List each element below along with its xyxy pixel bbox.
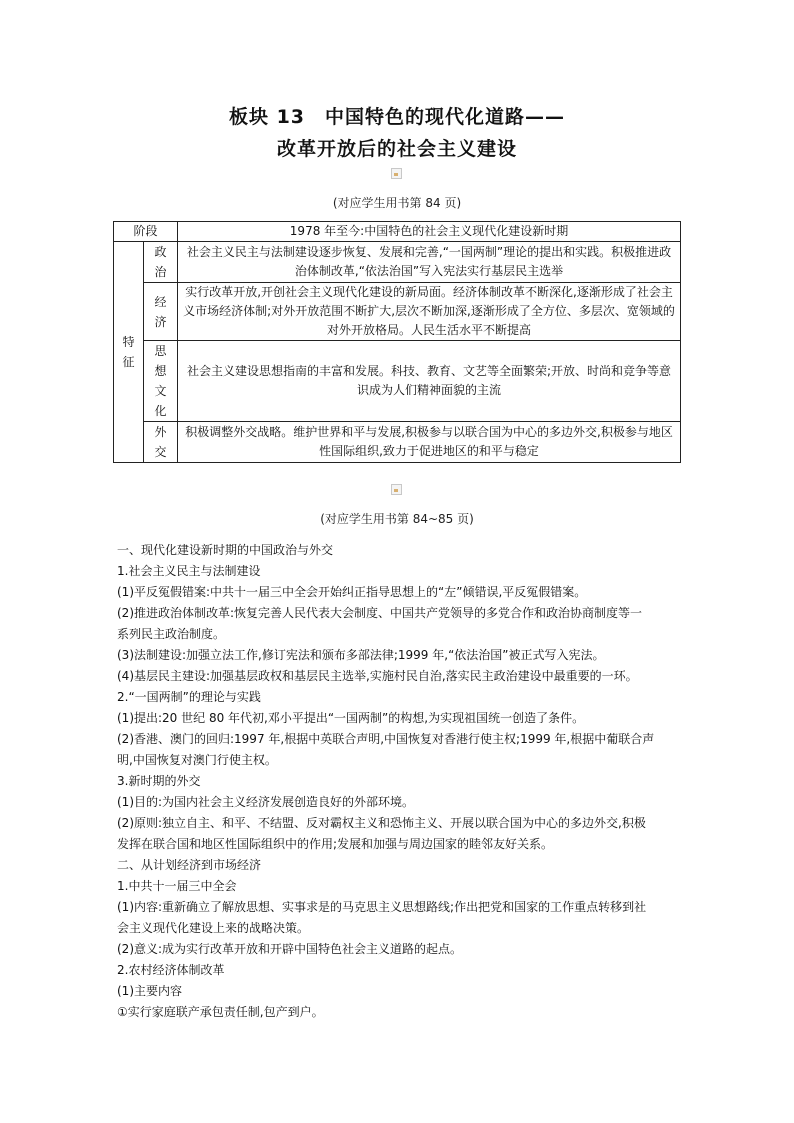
paragraph-line: (2)意义:成为实行改革开放和开辟中国特色社会主义道路的起点。	[117, 942, 463, 956]
paragraph-line: 发挥在联合国和地区性国际组织中的作用;发展和加强与周边国家的睦邻友好关系。	[117, 837, 554, 851]
paragraph-line: (2)香港、澳门的回归:1997 年,根据中英联合声明,中国恢复对香港行使主权;1999 年,根据中葡联合声	[117, 732, 655, 746]
row-label-diplomacy: 外交	[154, 425, 167, 459]
subsection-heading: 2.农村经济体制改革	[117, 963, 225, 977]
table-row-politics	[114, 242, 681, 283]
paragraph-line: (2)原则:独立自主、和平、不结盟、反对霸权主义和恐怖主义、开展以联合国为中心的多边外交,积极	[117, 816, 646, 830]
paragraph-line: (1)目的:为国内社会主义经济发展创造良好的外部环境。	[117, 795, 415, 809]
section-heading: 二、从计划经济到市场经济	[117, 858, 262, 872]
table-header-period: 1978 年至今:中国特色的社会主义现代化建设新时期	[178, 222, 681, 242]
row-label-cell	[144, 341, 178, 422]
image-placeholder-icon	[391, 168, 402, 179]
subsection-heading: 2.“一国两制”的理论与实践	[117, 690, 261, 704]
subsection-heading: 1.中共十一届三中全会	[117, 879, 237, 893]
subsection-heading: 1.社会主义民主与法制建设	[117, 564, 261, 578]
body-text	[117, 540, 685, 1023]
paragraph-line: (1)提出:20 世纪 80 年代初,邓小平提出“一国两制”的构想,为实现祖国统一创造了条件。	[117, 711, 585, 725]
row-label-politics: 政治	[154, 245, 167, 279]
row-label-cell	[144, 242, 178, 283]
row-text-diplomacy: 积极调整外交战略。维护世界和平与发展,积极参与以联合国为中心的多边外交,积极参与地区性国际组织,致力于促进地区的和平与稳定	[178, 422, 681, 463]
summary-table	[113, 221, 681, 463]
paragraph-line: 明,中国恢复对澳门行使主权。	[117, 753, 277, 767]
paragraph-line: (1)主要内容	[117, 984, 182, 998]
subsection-heading: 3.新时期的外交	[117, 774, 201, 788]
paragraph-line: (3)法制建设:加强立法工作,修订宪法和颁布多部法律;1999 年,“依法治国”被正式写入宪法。	[117, 648, 605, 662]
paragraph-line: (2)推进政治体制改革:恢复完善人民代表大会制度、中国共产党领导的多党合作和政治协商制度等一	[117, 606, 643, 620]
paragraph-line: (1)平反冤假错案:中共十一届三中全会开始纠正指导思想上的“左”倾错误,平反冤假错案。	[117, 585, 587, 599]
section-heading: 一、现代化建设新时期的中国政治与外交	[117, 543, 334, 557]
table-header-row	[114, 222, 681, 242]
paragraph-line: 系列民主政治制度。	[117, 627, 226, 641]
paragraph-line: ①实行家庭联产承包责任制,包产到户。	[117, 1005, 324, 1019]
table-header-stage: 阶段	[114, 222, 178, 242]
row-text-politics: 社会主义民主与法制建设逐步恢复、发展和完善,“一国两制”理论的提出和实践。积极推进政治体制改革,“依法治国”写入宪法实行基层民主选举	[178, 242, 681, 283]
row-text-culture: 社会主义建设思想指南的丰富和发展。科技、教育、文艺等全面繁荣;开放、时尚和竞争等意识成为人们精神面貌的主流	[178, 341, 681, 422]
paragraph-line: 会主义现代化建设上来的战略决策。	[117, 921, 310, 935]
row-label-cell	[144, 283, 178, 341]
paragraph-line: (4)基层民主建设:加强基层政权和基层民主选举,实施村民自治,落实民主政治建设中最重要的一环。	[117, 669, 638, 683]
feature-label: 特征	[122, 335, 135, 369]
row-label-cell	[144, 422, 178, 463]
paragraph-line: (1)内容:重新确立了解放思想、实事求是的马克思主义思想路线;作出把党和国家的工作重点转移到社	[117, 900, 647, 914]
table-row-diplomacy	[114, 422, 681, 463]
table-row-culture	[114, 341, 681, 422]
table-row-economy	[114, 283, 681, 341]
page-title-line-1: 板块 13 中国特色的现代化道路——	[228, 106, 566, 128]
reference-note-middle: (对应学生用书第 84~85 页)	[320, 512, 474, 526]
row-text-economy: 实行改革开放,开创社会主义现代化建设的新局面。经济体制改革不断深化,逐渐形成了社会主义市场经济体制;对外开放范围不断扩大,层次不断加深,逐渐形成了全方位、多层次、宽领域的对外开放格局。人民生活水平不断提高	[178, 283, 681, 341]
image-placeholder-icon	[391, 484, 402, 495]
row-label-culture: 思想文化	[154, 344, 167, 418]
reference-note-top: (对应学生用书第 84 页)	[332, 196, 462, 210]
row-label-economy: 经济	[154, 294, 167, 329]
page-title-line-2: 改革开放后的社会主义建设	[276, 138, 517, 160]
feature-label-cell	[114, 242, 144, 463]
